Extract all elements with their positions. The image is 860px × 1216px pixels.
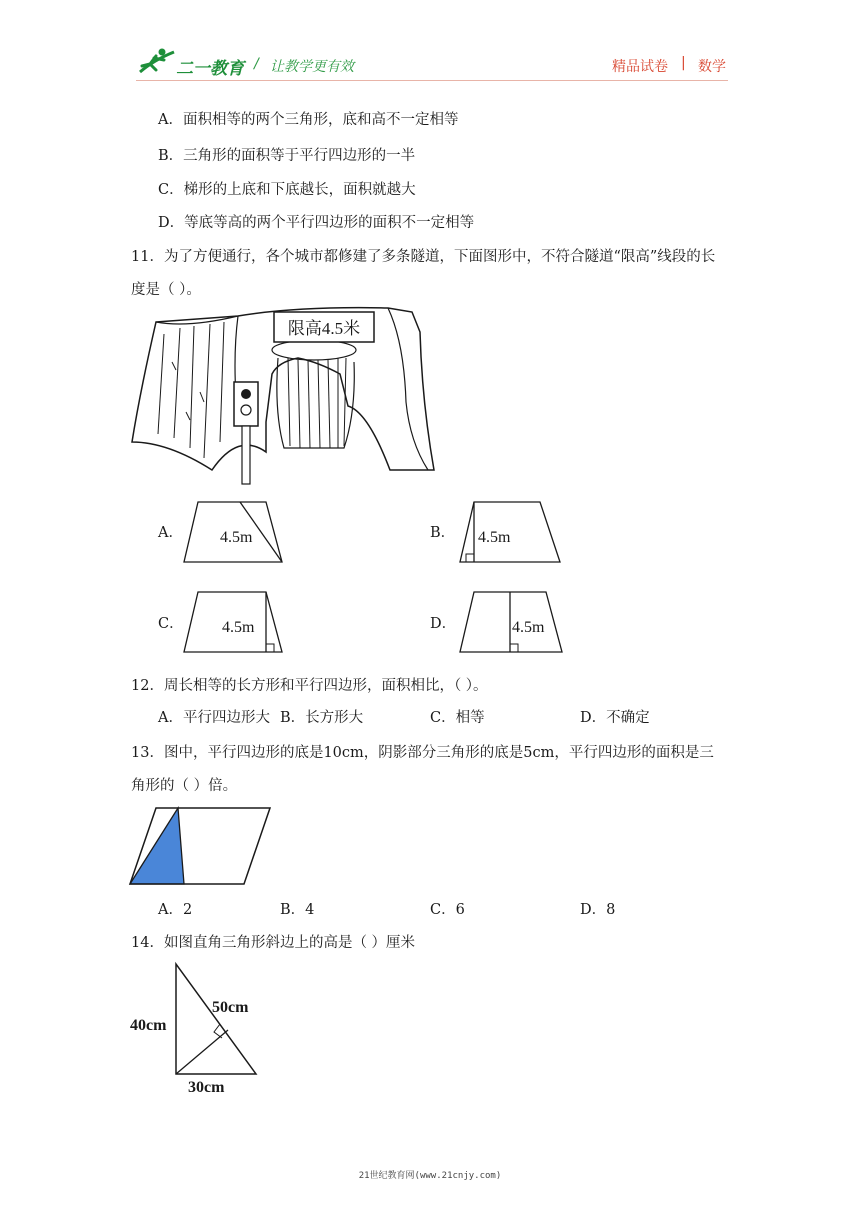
q11-option-d-figure [456,590,566,656]
q11-stem-line1: 11．为了方便通行，各个城市都修建了多条隧道，下面图形中，不符合隧道“限高”线段的长 [131,249,716,265]
q14-label-left: 40cm [130,1017,167,1034]
q14-stem: 14．如图直角三角形斜边上的高是（ ）厘米 [131,935,416,951]
q11-option-c-figure [180,590,286,656]
q12-stem: 12．周长相等的长方形和平行四边形，面积相比，（ ）。 [131,678,488,694]
q12-option-d[interactable]: D．不确定 [580,710,650,726]
q11-option-a-label-length: 4.5m [220,529,253,546]
header [0,0,860,90]
tunnel-sign-text: 限高4.5米 [287,319,361,338]
header-separator: | [681,55,686,71]
q10-option-d: D．等底等高的两个平行四边形的面积不一定相等 [158,215,475,231]
q10-option-a: A．面积相等的两个三角形，底和高不一定相等 [158,112,459,128]
q13-option-b[interactable]: B．4 [280,902,315,918]
q11-option-c-label[interactable]: C． [158,616,184,632]
q11-option-b-figure [456,500,566,566]
q11-option-c-label-length: 4.5m [222,619,255,636]
slogan: 让教学更有效 [270,59,354,75]
header-underline [136,80,728,81]
q10-option-b: B．三角形的面积等于平行四边形的一半 [158,148,416,164]
tunnel-illustration [128,302,440,488]
q11-option-d-label-length: 4.5m [512,619,545,636]
q14-right-triangle-figure [128,958,268,1096]
q11-option-a-label[interactable]: A． [158,525,183,541]
q13-parallelogram-figure [126,804,274,890]
logo-runner-icon [136,46,178,76]
q10-option-c: C．梯形的上底和下底越长，面积就越大 [158,182,416,198]
q12-option-b[interactable]: B．长方形大 [280,710,364,726]
header-label-papers: 精品试卷 [612,59,668,75]
footer: 21世纪教育网(www.21cnjy.com) [358,1171,502,1181]
logo-text: 二一教育 [176,59,244,79]
q12-option-a[interactable]: A．平行四边形大 [158,710,270,726]
q11-option-d-label[interactable]: D． [430,616,457,632]
q11-option-b-label[interactable]: B． [430,525,456,541]
q14-label-hypotenuse: 50cm [212,999,249,1016]
header-label-subject: 数学 [698,59,726,75]
q13-option-d[interactable]: D．8 [580,902,616,918]
q13-stem-line2: 角形的（ ）倍。 [131,778,238,794]
q13-stem-line1: 13．图中，平行四边形的底是10cm，阴影部分三角形的底是5cm，平行四边形的面积是三 [131,745,714,761]
q13-option-a[interactable]: A．2 [158,902,193,918]
q11-stem-line2: 度是（ ）。 [131,282,201,298]
slogan-divider: / [254,56,259,72]
q12-option-c[interactable]: C．相等 [430,710,485,726]
q11-option-a-figure [180,500,286,566]
q11-option-b-label-length: 4.5m [478,529,511,546]
q13-option-c[interactable]: C．6 [430,902,465,918]
q14-label-bottom: 30cm [188,1079,225,1096]
